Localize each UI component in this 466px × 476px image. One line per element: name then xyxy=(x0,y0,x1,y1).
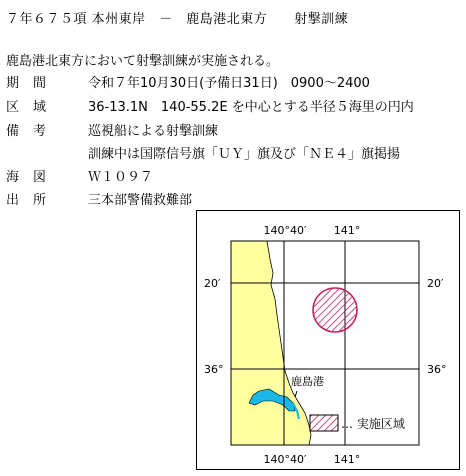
location-map xyxy=(196,210,460,470)
notice-region: 本州東岸 xyxy=(91,12,146,27)
training-area-circle xyxy=(313,288,357,332)
label-top-141: 141° xyxy=(333,224,361,237)
label-top-140-40: 140°40′ xyxy=(263,224,307,237)
notice-header xyxy=(6,8,348,27)
field-label-period: 期間 xyxy=(6,76,61,91)
field-value-period: 令和７年10月30日(予備日31日) 0900～2400 xyxy=(88,76,370,91)
header-dash: － xyxy=(159,12,173,27)
field-label-chart: 海図 xyxy=(6,170,61,185)
notice-place: 鹿島港北東方 xyxy=(186,12,268,27)
label-bottom-141: 141° xyxy=(333,453,361,466)
intro-text: 鹿島港北東方において射撃訓練が実施される。 xyxy=(6,54,280,69)
label-left-36: 36° xyxy=(204,363,224,376)
label-right-20: 20′ xyxy=(427,277,444,290)
notice-number: ７年６７５項 xyxy=(6,12,88,27)
field-value-area: 36-13.1N 140-55.2E を中心とする半径５海里の円内 xyxy=(88,100,414,115)
land-area xyxy=(231,241,311,445)
field-label-remarks: 備考 xyxy=(6,124,61,139)
legend-swatch xyxy=(310,415,338,431)
field-label-area: 区域 xyxy=(6,100,61,115)
label-bottom-140-40: 140°40′ xyxy=(263,453,307,466)
label-left-20: 20′ xyxy=(204,277,221,290)
legend-label: … 実施区域 xyxy=(341,417,405,431)
label-kashima-port: 鹿島港 xyxy=(291,375,324,388)
label-right-36: 36° xyxy=(427,363,447,376)
field-value-remarks-2: 訓練中は国際信号旗「ＵＹ」旗及び「ＮＥ４」旗掲揚 xyxy=(88,147,401,162)
field-label-source: 出所 xyxy=(6,193,61,208)
port-marker xyxy=(295,391,297,397)
notice-subject: 射撃訓練 xyxy=(294,12,349,27)
field-value-chart: Ｗ１０９７ xyxy=(88,170,154,185)
map-svg xyxy=(197,211,459,469)
field-value-remarks-1: 巡視船による射撃訓練 xyxy=(88,124,219,139)
field-value-source: 三本部警備救難部 xyxy=(88,193,193,208)
